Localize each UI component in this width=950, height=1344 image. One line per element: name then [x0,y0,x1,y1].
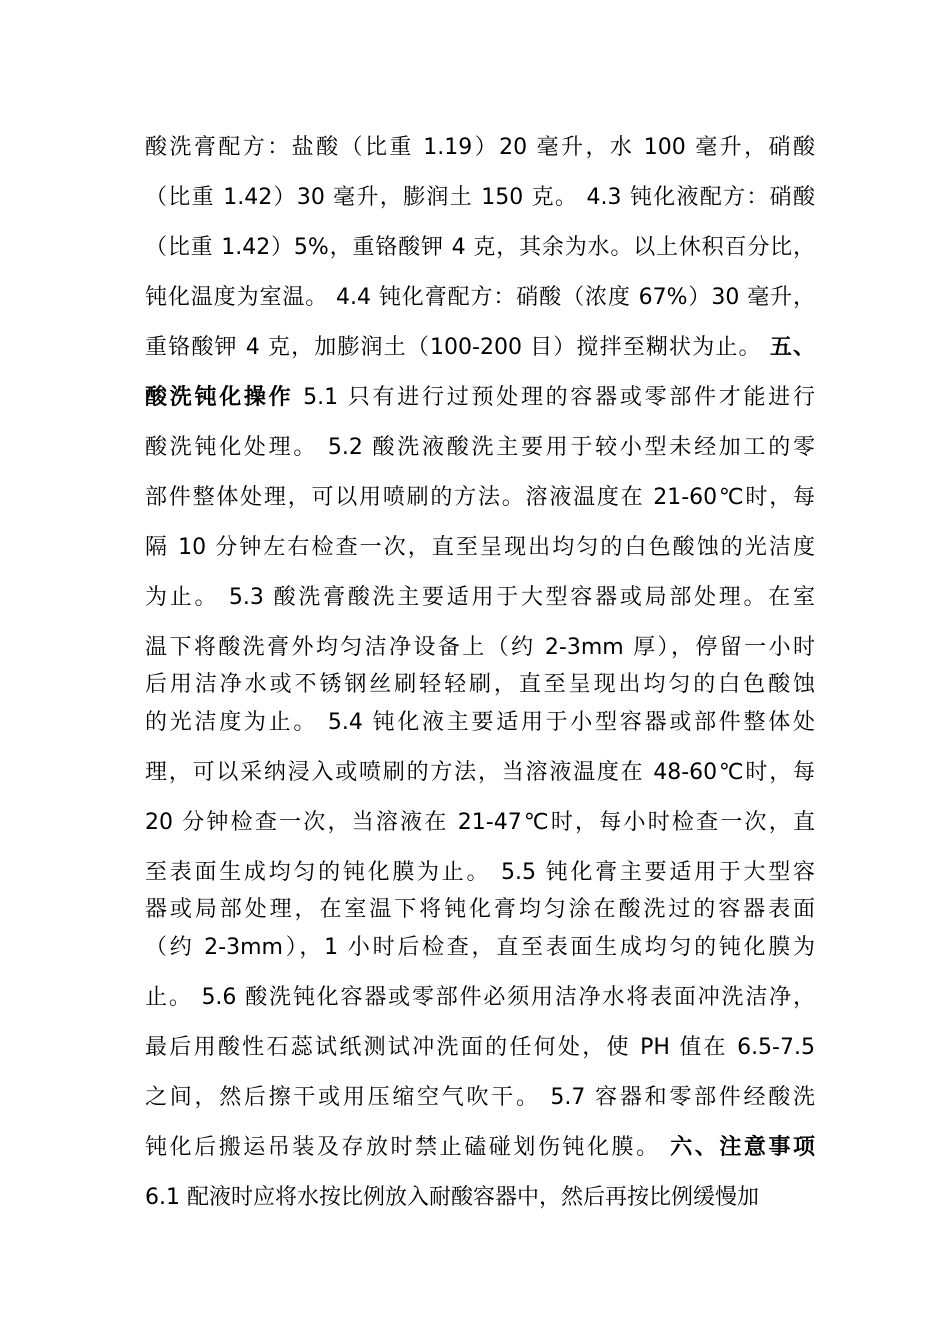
text-segment: 钝化温度为室温。 4.4 钝化膏配方：硝酸（浓度 67%）30 毫升， [145,285,815,310]
text-segment: 隔 10 分钟左右检查一次，直至呈现出均匀的白色酸蚀的光洁度 [145,535,815,560]
text-segment: 后用洁净水或不锈钢丝刷轻轻刷，直至呈现出均匀的白色酸蚀 [145,672,815,697]
text-segment: 温下将酸洗膏外均匀洁净设备上（约 2-3mm 厚），停留一小时 [145,635,815,660]
text-line [145,233,815,263]
text-line [145,383,815,413]
text-line [145,758,815,788]
text-segment: （约 2-3mm），1 小时后检查，直至表面生成均匀的钝化膜为 [145,935,815,960]
text-line [145,1033,815,1063]
text-segment: 20 分钟检查一次，当溶液在 21-47℃时，每小时检查一次，直 [145,810,815,835]
text-line [145,533,815,563]
text-line [145,933,815,963]
text-line [145,983,815,1013]
text-line [145,483,815,513]
text-line [145,433,815,463]
text-segment: 的光洁度为止。 5.4 钝化液主要适用于小型容器或部件整体处 [145,710,815,735]
text-line [145,1083,815,1113]
text-segment: 为止。 5.3 酸洗膏酸洗主要适用于大型容器或局部处理。在室 [145,585,815,610]
text-line [145,670,815,700]
text-segment: 酸洗钝化处理。 5.2 酸洗液酸洗主要用于较小型未经加工的零 [145,435,815,460]
text-line [145,1183,815,1213]
text-line [145,1133,815,1163]
text-segment: 酸洗膏配方：盐酸（比重 1.19）20 毫升，水 100 毫升，硝酸 [145,135,815,160]
text-line [145,858,815,888]
text-segment: 理，可以采纳浸入或喷刷的方法，当溶液温度在 48-60℃时，每 [145,760,815,785]
section-heading: 六、注意事项 [670,1135,815,1160]
text-segment: 重铬酸钾 4 克，加膨润土（100-200 目）搅拌至糊状为止。 [145,335,770,360]
text-line [145,583,815,613]
text-line [145,333,815,363]
section-heading: 五、 [769,335,815,360]
text-line [145,633,815,663]
text-segment: 5.1 只有进行过预处理的容器或零部件才能进行 [293,385,815,410]
section-heading: 酸洗钝化操作 [145,385,294,410]
text-line [145,283,815,313]
text-segment: 部件整体处理，可以用喷刷的方法。溶液温度在 21-60℃时，每 [145,485,815,510]
text-segment: 器或局部处理，在室温下将钝化膏均匀涂在酸洗过的容器表面 [145,897,815,922]
text-segment: 钝化后搬运吊装及存放时禁止磕碰划伤钝化膜。 [145,1135,671,1160]
text-line [145,708,815,738]
text-segment: 至表面生成均匀的钝化膜为止。 5.5 钝化膏主要适用于大型容 [145,860,815,885]
text-segment: （比重 1.42）30 毫升，膨润土 150 克。 4.3 钝化液配方：硝酸 [145,185,815,210]
text-segment: 止。 5.6 酸洗钝化容器或零部件必须用洁净水将表面冲洗洁净， [145,985,815,1010]
text-segment: （比重 1.42）5%，重铬酸钾 4 克，其余为水。以上休积百分比， [145,235,815,260]
text-line [145,808,815,838]
text-line [145,895,815,925]
text-segment: 6.1 配液时应将水按比例放入耐酸容器中，然后再按比例缓慢加 [145,1185,759,1210]
text-line [145,133,815,163]
text-segment: 之间，然后擦干或用压缩空气吹干。 5.7 容器和零部件经酸洗 [145,1085,815,1110]
text-segment: 最后用酸性石蕊试纸测试冲洗面的任何处，使 PH 值在 6.5-7.5 [145,1035,815,1060]
text-line [145,183,815,213]
